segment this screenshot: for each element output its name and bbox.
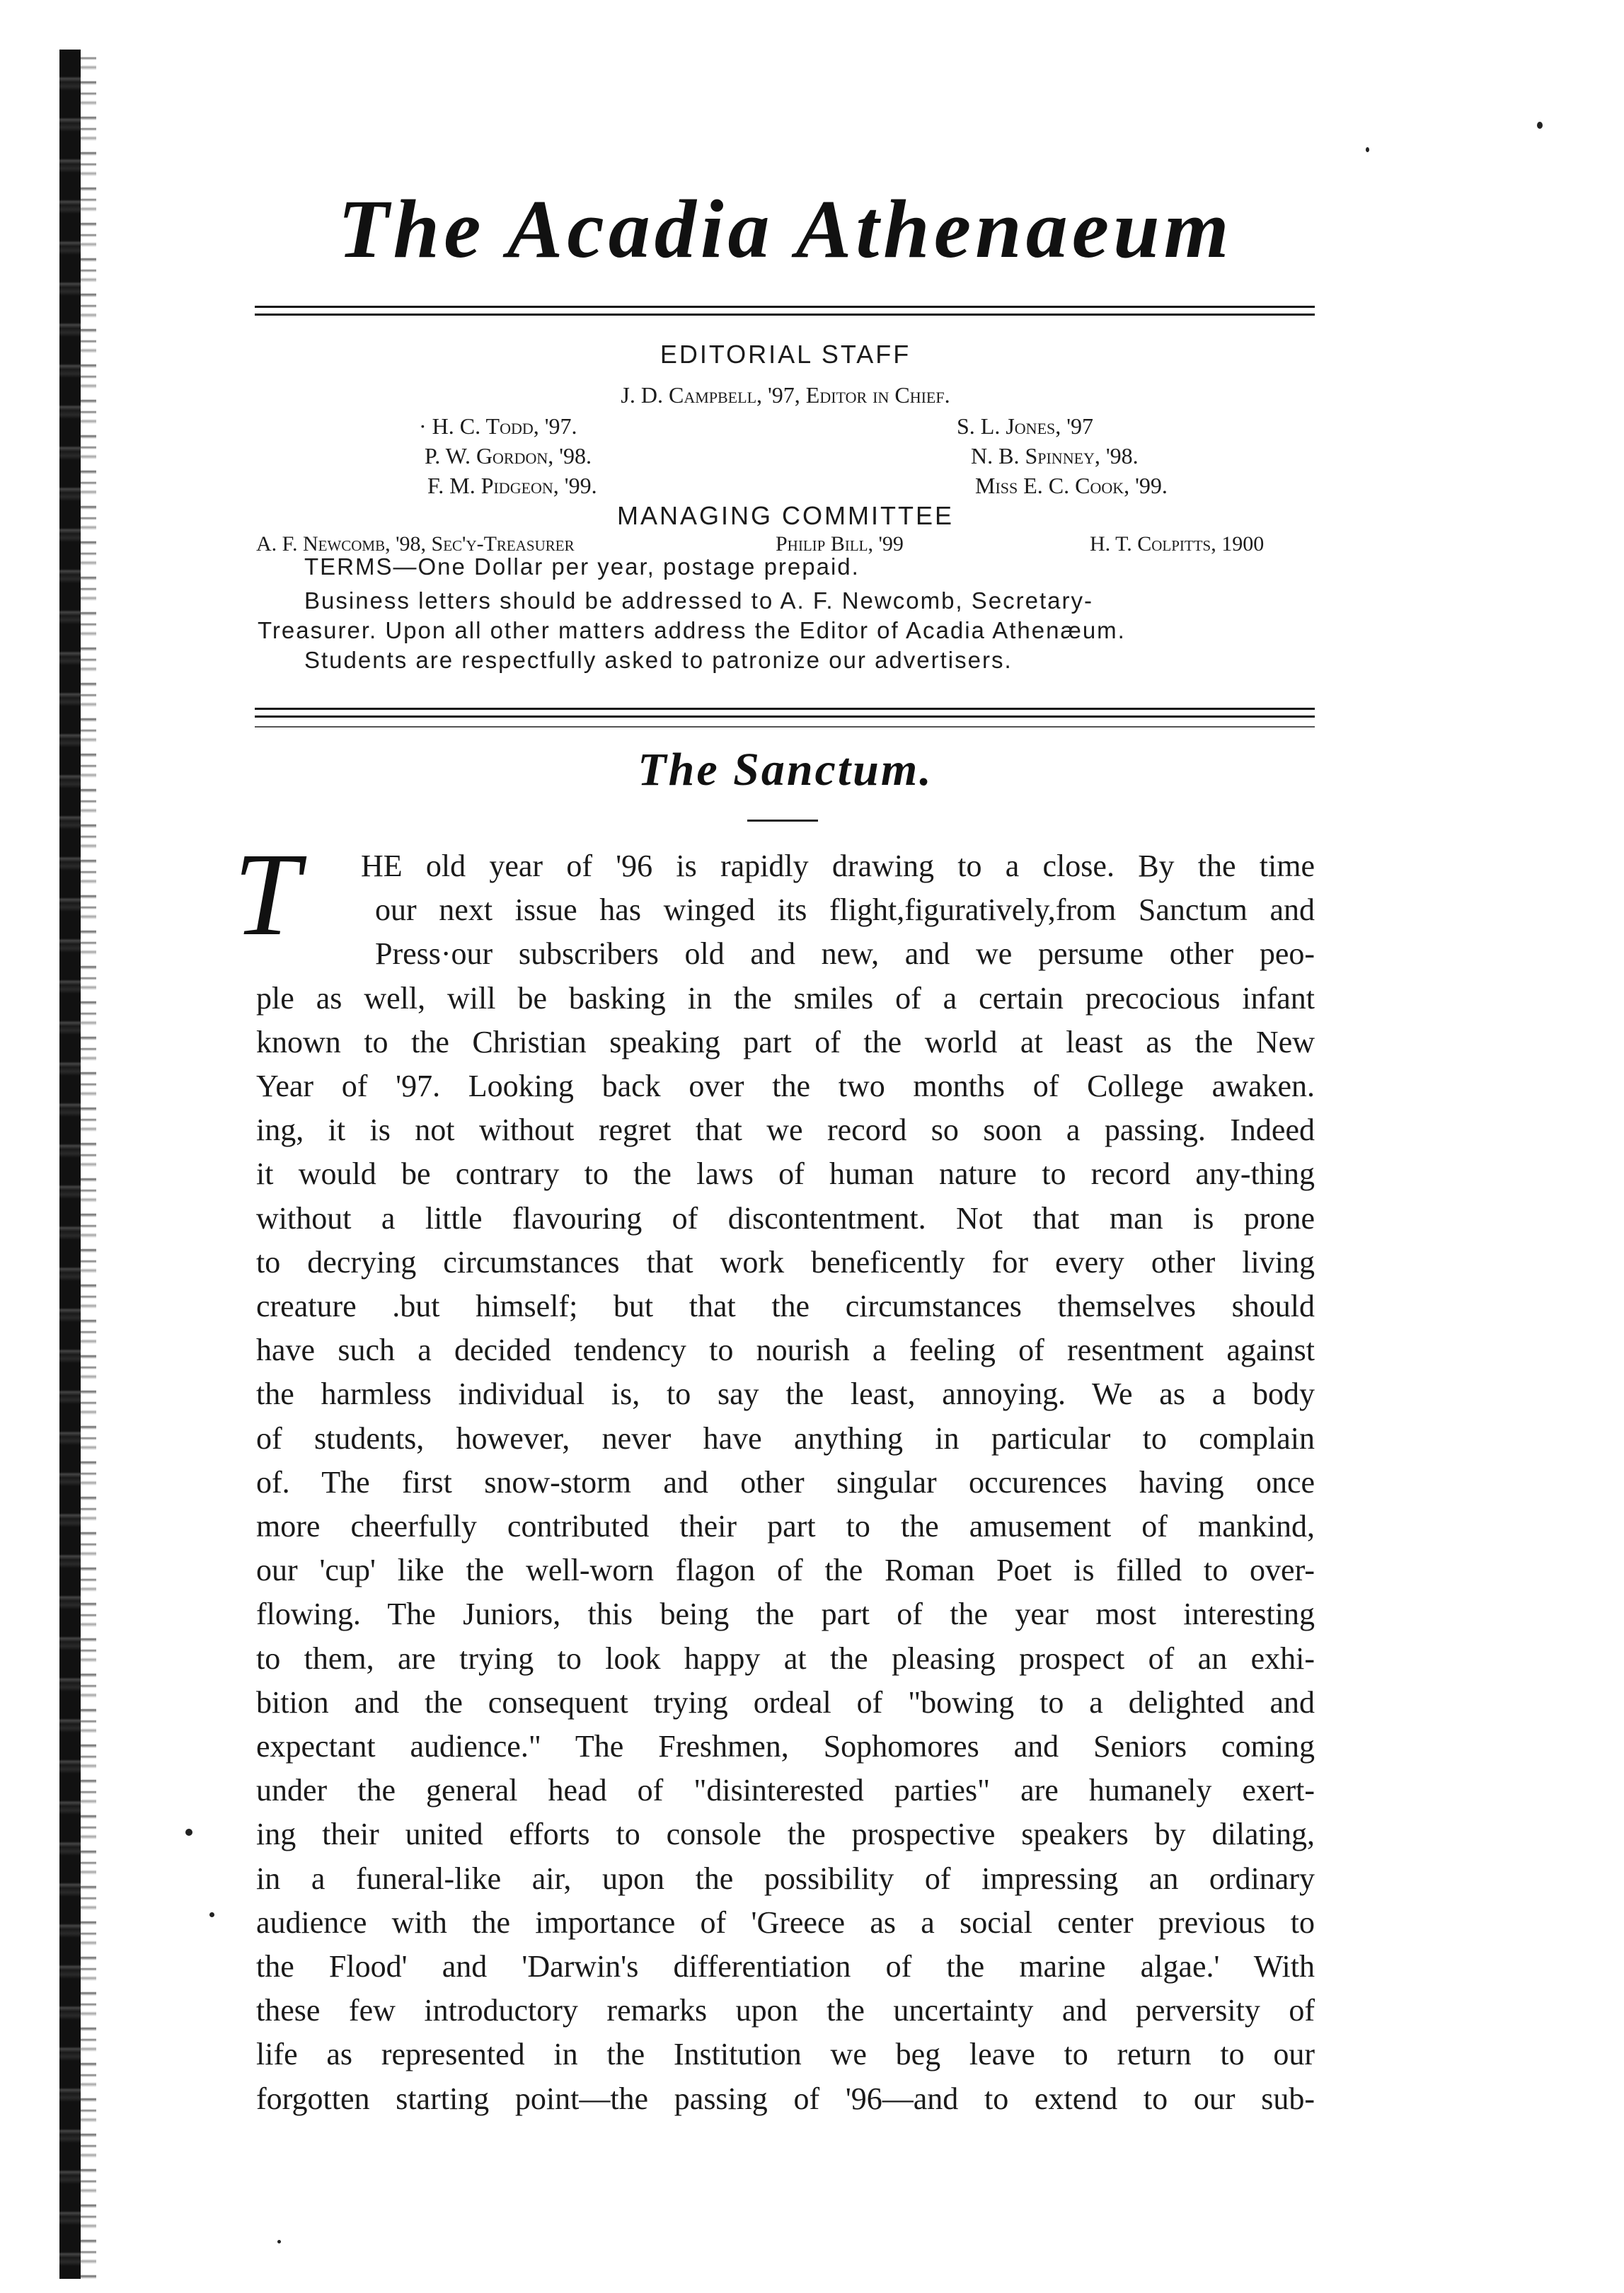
- drop-cap: T: [234, 829, 300, 960]
- article-line: to decrying circumstances that work beneficently for every other living: [256, 1245, 1315, 1280]
- page-binding-shadow: [81, 50, 96, 2279]
- article-line: audience with the importance of 'Greece as a social center previous to: [256, 1905, 1315, 1940]
- editor-in-chief: J. D. Campbell, '97, Editor in Chief.: [621, 382, 950, 408]
- article-line: these few introductory remarks upon the uncertainty and perversity of: [256, 1993, 1315, 2028]
- ink-speck: [1537, 122, 1543, 129]
- article-line: ing, it is not without regret that we record so soon a passing. Indeed: [256, 1113, 1315, 1147]
- article-line: of students, however, never have anything in particular to complain: [256, 1421, 1315, 1456]
- staff-member: F. M. Pidgeon, '99.: [427, 473, 597, 498]
- section-title: The Sanctum.: [638, 744, 933, 795]
- article-line: more cheerfully contributed their part to the amusement of mankind,: [256, 1509, 1315, 1544]
- staff-member: S. L. Jones, '97: [957, 413, 1094, 439]
- article-line: known to the Christian speaking part of the world at least as the New: [256, 1025, 1315, 1059]
- article-line: ing their united efforts to console the prospective speakers by dilating,: [256, 1817, 1315, 1851]
- article-line: HE old year of '96 is rapidly drawing to a close. By the time: [361, 849, 1315, 883]
- page-binding-edge: [59, 50, 81, 2279]
- article-line: the harmless individual is, to say the least, annoying. We as a body: [256, 1377, 1315, 1411]
- business-notice-line: Treasurer. Upon all other matters address the Editor of Acadia Athenæum.: [258, 617, 1126, 643]
- article-line: flowing. The Juniors, this being the part of the year most interesting: [256, 1597, 1315, 1631]
- staff-member: N. B. Spinney, '98.: [971, 443, 1139, 469]
- ink-speck: [185, 1829, 192, 1836]
- article-line: under the general head of "disinterested parties" are humanely exert-: [256, 1773, 1315, 1808]
- article-line: our 'cup' like the well-worn flagon of the Roman Poet is filled to over-: [256, 1553, 1315, 1587]
- article-line: in a funeral-like air, upon the possibility of impressing an ordinary: [256, 1861, 1315, 1896]
- article-line: of. The first snow-storm and other singular occurences having once: [256, 1465, 1315, 1500]
- patronize-notice: Students are respectfully asked to patronize our advertisers.: [304, 647, 1013, 673]
- article-line: ple as well, will be basking in the smiles of a certain precocious infant: [256, 981, 1315, 1016]
- editorial-staff-heading: EDITORIAL STAFF: [660, 340, 911, 369]
- article-line: creature .but himself; but that the circumstances themselves should: [256, 1289, 1315, 1323]
- section-double-rule: [255, 708, 1315, 718]
- article-line: expectant audience." The Freshmen, Sophomores and Seniors coming: [256, 1729, 1315, 1764]
- masthead-title: The Acadia Athenaeum: [338, 183, 1233, 275]
- article-line: Press·our subscribers old and new, and we persume other peo-: [375, 936, 1315, 971]
- title-short-rule: [747, 820, 818, 822]
- staff-member: · H. C. Todd, '97.: [419, 413, 577, 439]
- article-line: the Flood' and 'Darwin's differentiation of the marine algae.' With: [256, 1949, 1315, 1984]
- staff-member: Miss E. C. Cook, '99.: [975, 473, 1168, 498]
- terms-notice: TERMS—One Dollar per year, postage prepaid.: [304, 553, 860, 580]
- ink-speck: [277, 2240, 281, 2243]
- committee-member: H. T. Colpitts, 1900: [1090, 532, 1265, 556]
- article-line: have such a decided tendency to nourish a feeling of resentment against: [256, 1333, 1315, 1367]
- article-line: our next issue has winged its flight,figuratively,from Sanctum and: [375, 892, 1315, 927]
- managing-committee-heading: MANAGING COMMITTEE: [617, 501, 954, 530]
- article-line: life as represented in the Institution we beg leave to return to our: [256, 2037, 1315, 2071]
- committee-member: Philip Bill, '99: [776, 532, 904, 556]
- article-line: forgotten starting point—the passing of '96—and to extend to our sub-: [256, 2081, 1315, 2116]
- staff-member: P. W. Gordon, '98.: [425, 443, 592, 469]
- article-line: Year of '97. Looking back over the two months of College awaken.: [256, 1069, 1315, 1103]
- ink-speck: [1366, 147, 1369, 152]
- section-thin-rule: [255, 726, 1315, 728]
- masthead-double-rule: [255, 306, 1315, 316]
- article-line: without a little flavouring of discontentment. Not that man is prone: [256, 1201, 1315, 1236]
- business-notice-line: Business letters should be addressed to A. F. Newcomb, Secretary-: [304, 587, 1093, 614]
- article-line: it would be contrary to the laws of human nature to record any-thing: [256, 1156, 1315, 1191]
- committee-member: A. F. Newcomb, '98, Sec'y-Treasurer: [256, 532, 575, 556]
- ink-speck: [209, 1912, 214, 1917]
- article-line: bition and the consequent trying ordeal of "bowing to a delighted and: [256, 1685, 1315, 1720]
- article-line: to them, are trying to look happy at the pleasing prospect of an exhi-: [256, 1641, 1315, 1676]
